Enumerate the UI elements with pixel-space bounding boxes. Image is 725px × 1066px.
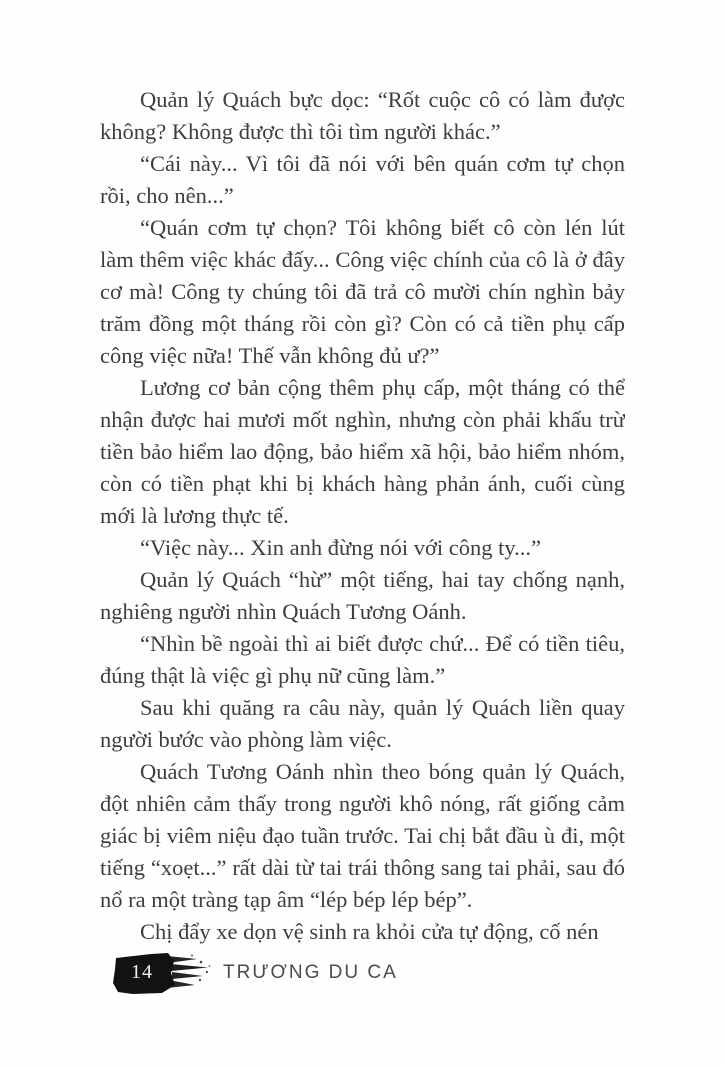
paragraph: Lương cơ bản cộng thêm phụ cấp, một tháng có thể nhận được hai mươi mốt nghìn, nhưng còn phải khấu trừ tiền bảo hiểm lao động, bảo hiểm xã hội, bảo hiểm nhóm, còn có tiền phạt khi bị khách hàng phản ánh, cuối cùng mới là lương thực tế. — [100, 375, 625, 528]
paragraph: Quản lý Quách “hừ” một tiếng, hai tay chống nạnh, nghiêng người nhìn Quách Tương Oánh. — [100, 567, 625, 624]
paragraph: Quách Tương Oánh nhìn theo bóng quản lý Quách, đột nhiên cảm thấy trong người khô nóng, rất giống cảm giác bị viêm niệu đạo tuần trước. Tai chị bắt đầu ù đi, một tiếng “xoẹt...” rất dài từ tai trái thông sang tai phải, sau đó nổ ra một tràng tạp âm “lép bép lép bép”. — [100, 759, 625, 912]
paragraph: “Nhìn bề ngoài thì ai biết được chứ... Để có tiền tiêu, đúng thật là việc gì phụ nữ cũng làm.” — [100, 631, 625, 688]
paragraph: “Quán cơm tự chọn? Tôi không biết cô còn lén lút làm thêm việc khác đấy... Công việc chính của cô là ở đây cơ mà! Công ty chúng tôi đã trả cô mười chín nghìn bảy trăm đồng một tháng rồi còn gì? Còn có cả tiền phụ cấp công việc nữa! Thế vẫn không đủ ư?” — [100, 215, 625, 368]
paragraph: “Cái này... Vì tôi đã nói với bên quán cơm tự chọn rồi, cho nên...” — [100, 151, 625, 208]
page-number-brush — [113, 951, 211, 995]
running-footer-author: TRƯƠNG DU CA — [223, 962, 398, 983]
paragraph: Sau khi quăng ra câu này, quản lý Quách liền quay người bước vào phòng làm việc. — [100, 695, 625, 752]
page-text-block — [100, 84, 625, 946]
paragraph: Chị đẩy xe dọn vệ sinh ra khỏi cửa tự động, cố nén — [140, 919, 599, 944]
page-footer — [113, 951, 398, 995]
page-number: 14 — [131, 960, 153, 983]
paragraph: “Việc này... Xin anh đừng nói với công ty...” — [140, 535, 541, 560]
paragraph: Quản lý Quách bực dọc: “Rốt cuộc cô có làm được không? Không được thì tôi tìm người khác.” — [100, 87, 625, 144]
